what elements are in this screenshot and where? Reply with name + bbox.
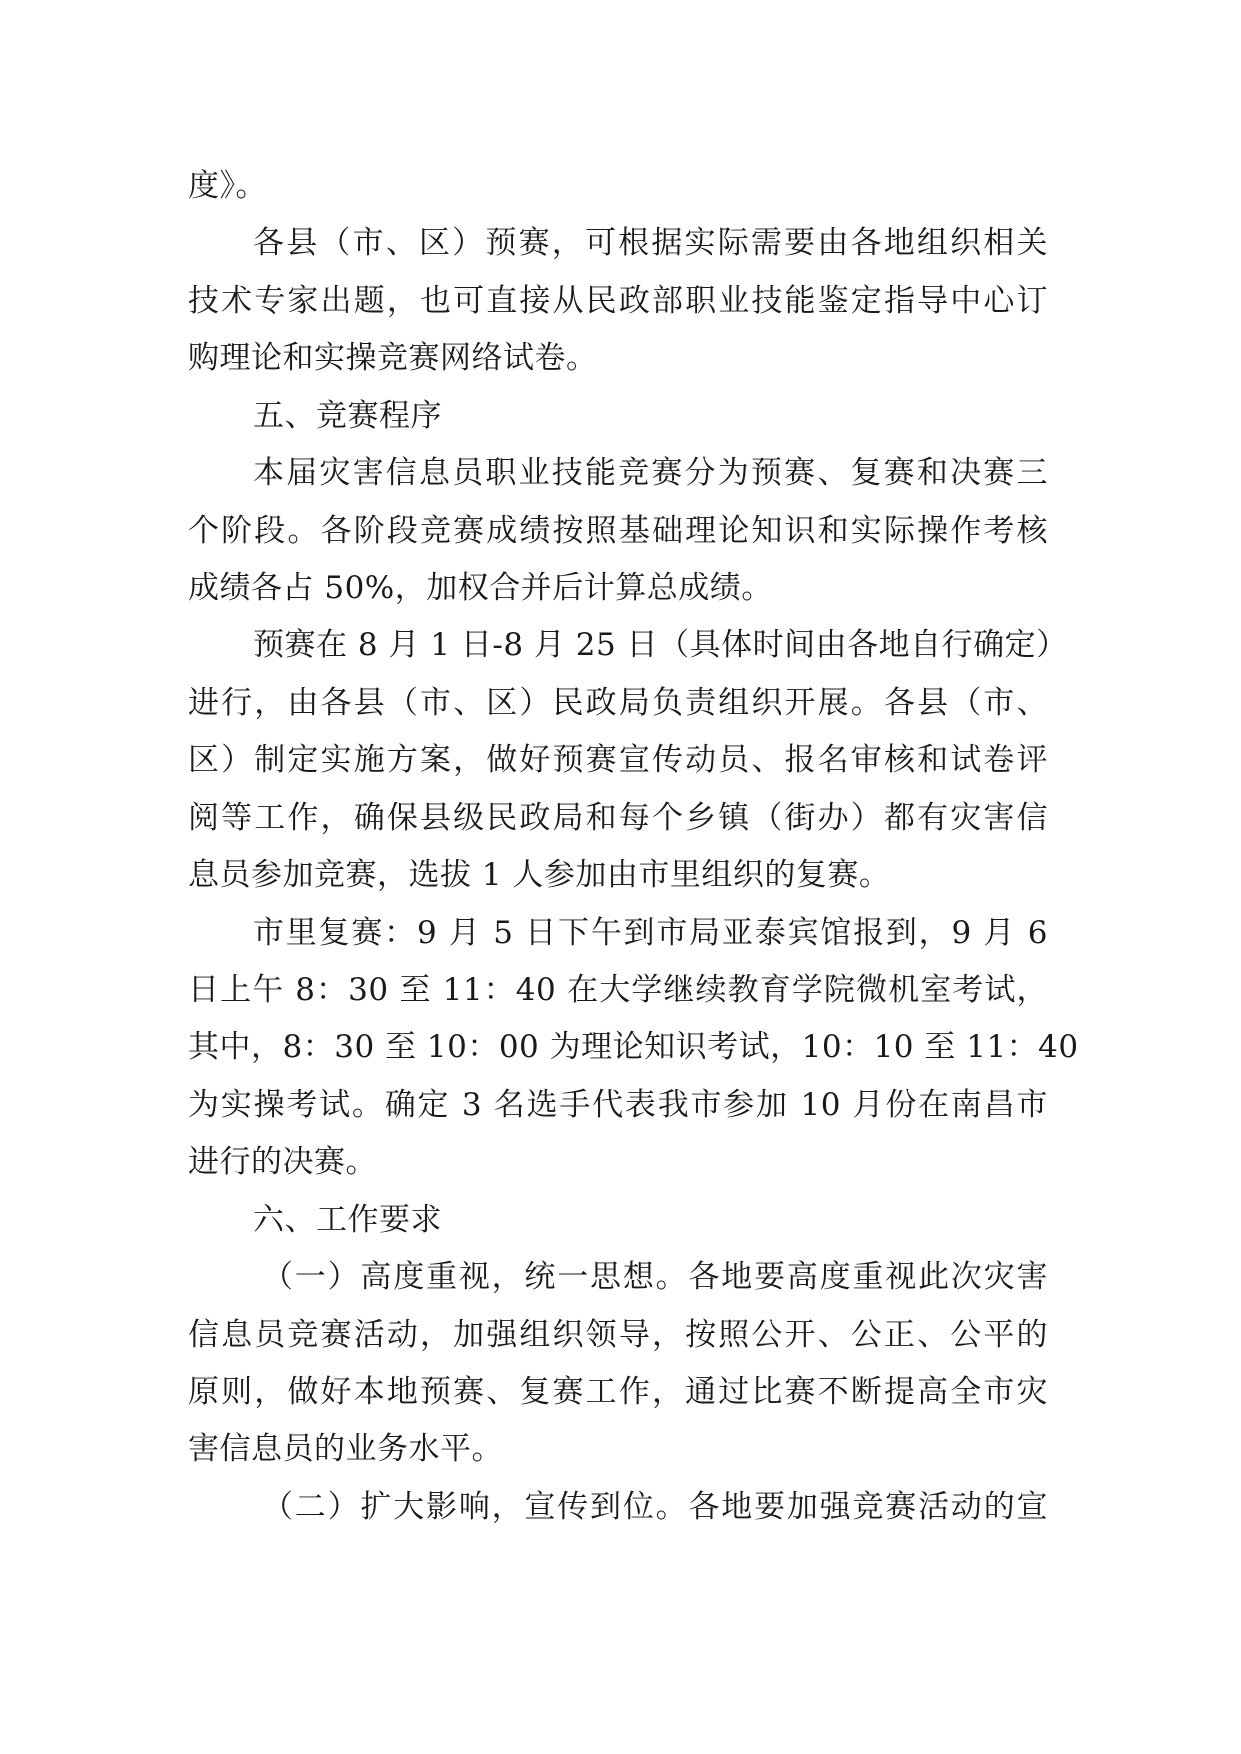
paragraph-line: 进行的决赛。 [188, 1144, 377, 1180]
paragraph-line: 阅等工作，确保县级民政局和每个乡镇（街办）都有灾害信 [188, 800, 1048, 836]
paragraph-line: 信息员竞赛活动，加强组织领导，按照公开、公正、公平的 [188, 1317, 1048, 1353]
paragraph-line: 区）制定实施方案，做好预赛宣传动员、报名审核和试卷评 [188, 742, 1048, 778]
section-heading: 六、工作要求 [253, 1202, 442, 1238]
paragraph-line: 其中，8：30 至 10：00 为理论知识考试，10：10 至 11：40 [188, 1029, 1079, 1065]
paragraph-line: 各县（市、区）预赛，可根据实际需要由各地组织相关 [253, 225, 1048, 261]
paragraph-line: 息员参加竞赛，选拔 1 人参加由市里组织的复赛。 [188, 857, 891, 893]
paragraph-line: 害信息员的业务水平。 [188, 1431, 503, 1467]
paragraph-line: 预赛在 8 月 1 日-8 月 25 日（具体时间由各地自行确定） [253, 627, 1068, 663]
paragraph-line: 进行，由各县（市、区）民政局负责组织开展。各县（市、 [188, 685, 1048, 721]
paragraph-line: 度》。 [188, 168, 267, 204]
paragraph-line: （一）高度重视，统一思想。各地要高度重视此次灾害 [262, 1259, 1048, 1295]
paragraph-line: （二）扩大影响，宣传到位。各地要加强竞赛活动的宣 [262, 1489, 1048, 1525]
paragraph-line: 本届灾害信息员职业技能竞赛分为预赛、复赛和决赛三 [253, 455, 1048, 491]
paragraph-line: 个阶段。各阶段竞赛成绩按照基础理论知识和实际操作考核 [188, 513, 1048, 549]
paragraph-line: 市里复赛：9 月 5 日下午到市局亚泰宾馆报到，9 月 6 [253, 915, 1048, 951]
section-heading: 五、竞赛程序 [253, 398, 442, 434]
paragraph-line: 技术专家出题，也可直接从民政部职业技能鉴定指导中心订 [188, 283, 1048, 319]
paragraph-line: 日上午 8：30 至 11：40 在大学继续教育学院微机室考试， [188, 972, 1048, 1008]
paragraph-line: 成绩各占 50%，加权合并后计算总成绩。 [188, 570, 773, 606]
paragraph-line: 购理论和实操竞赛网络试卷。 [188, 340, 598, 376]
paragraph-line: 为实操考试。确定 3 名选手代表我市参加 10 月份在南昌市 [188, 1087, 1048, 1123]
paragraph-line: 原则，做好本地预赛、复赛工作，通过比赛不断提高全市灾 [188, 1374, 1048, 1410]
